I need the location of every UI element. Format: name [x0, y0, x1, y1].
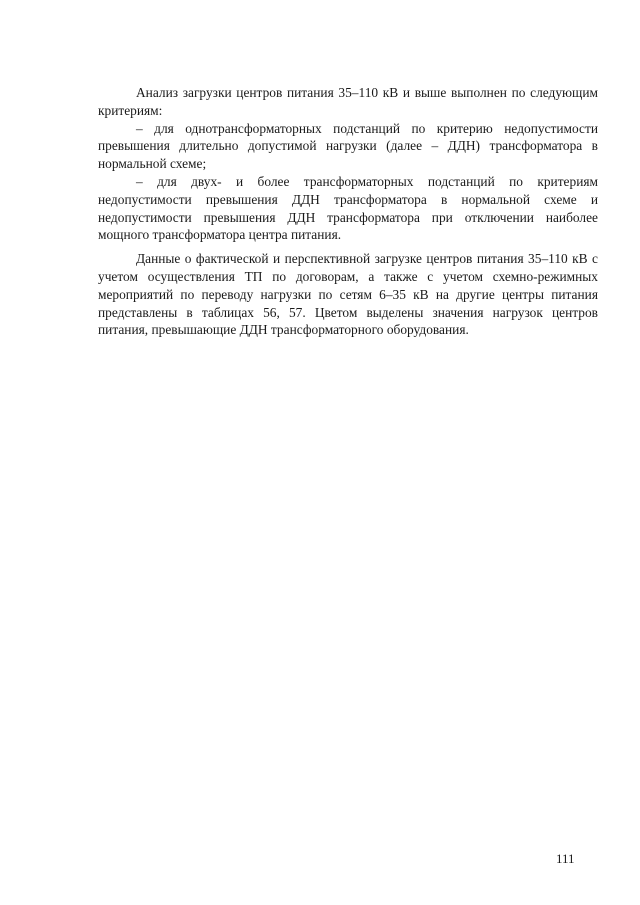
paragraph-data-description: Данные о фактической и перспективной загрузке центров питания 35–110 кВ с учетом осуществления ТП по договорам, а также с учетом схемно-режимных мероприятий по переводу нагрузки по сетям 6–35 кВ на другие центры питания представлены в таблицах 56, 57. Цветом выделены значения нагрузок центров питания, превышающие ДДН трансформаторного оборудования. [98, 251, 598, 338]
page-number: 111 [556, 851, 575, 866]
paragraph-intro: Анализ загрузки центров питания 35–110 кВ и выше выполнен по следующим критериям: [98, 85, 598, 118]
paragraph-criterion-single-transformer: – для однотрансформаторных подстанций по критерию недопустимости превышения длительно допустимой нагрузки (далее – ДДН) трансформатора в нормальной схеме; [98, 120, 598, 172]
body-text [98, 84, 598, 339]
paragraph-criterion-multi-transformer: – для двух- и более трансформаторных подстанций по критериям недопустимости превышения ДДН трансформатора в нормальной схеме и недопустимости превышения ДДН трансформатора при отключении наиболее мощного трансформатора центра питания. [98, 173, 598, 243]
